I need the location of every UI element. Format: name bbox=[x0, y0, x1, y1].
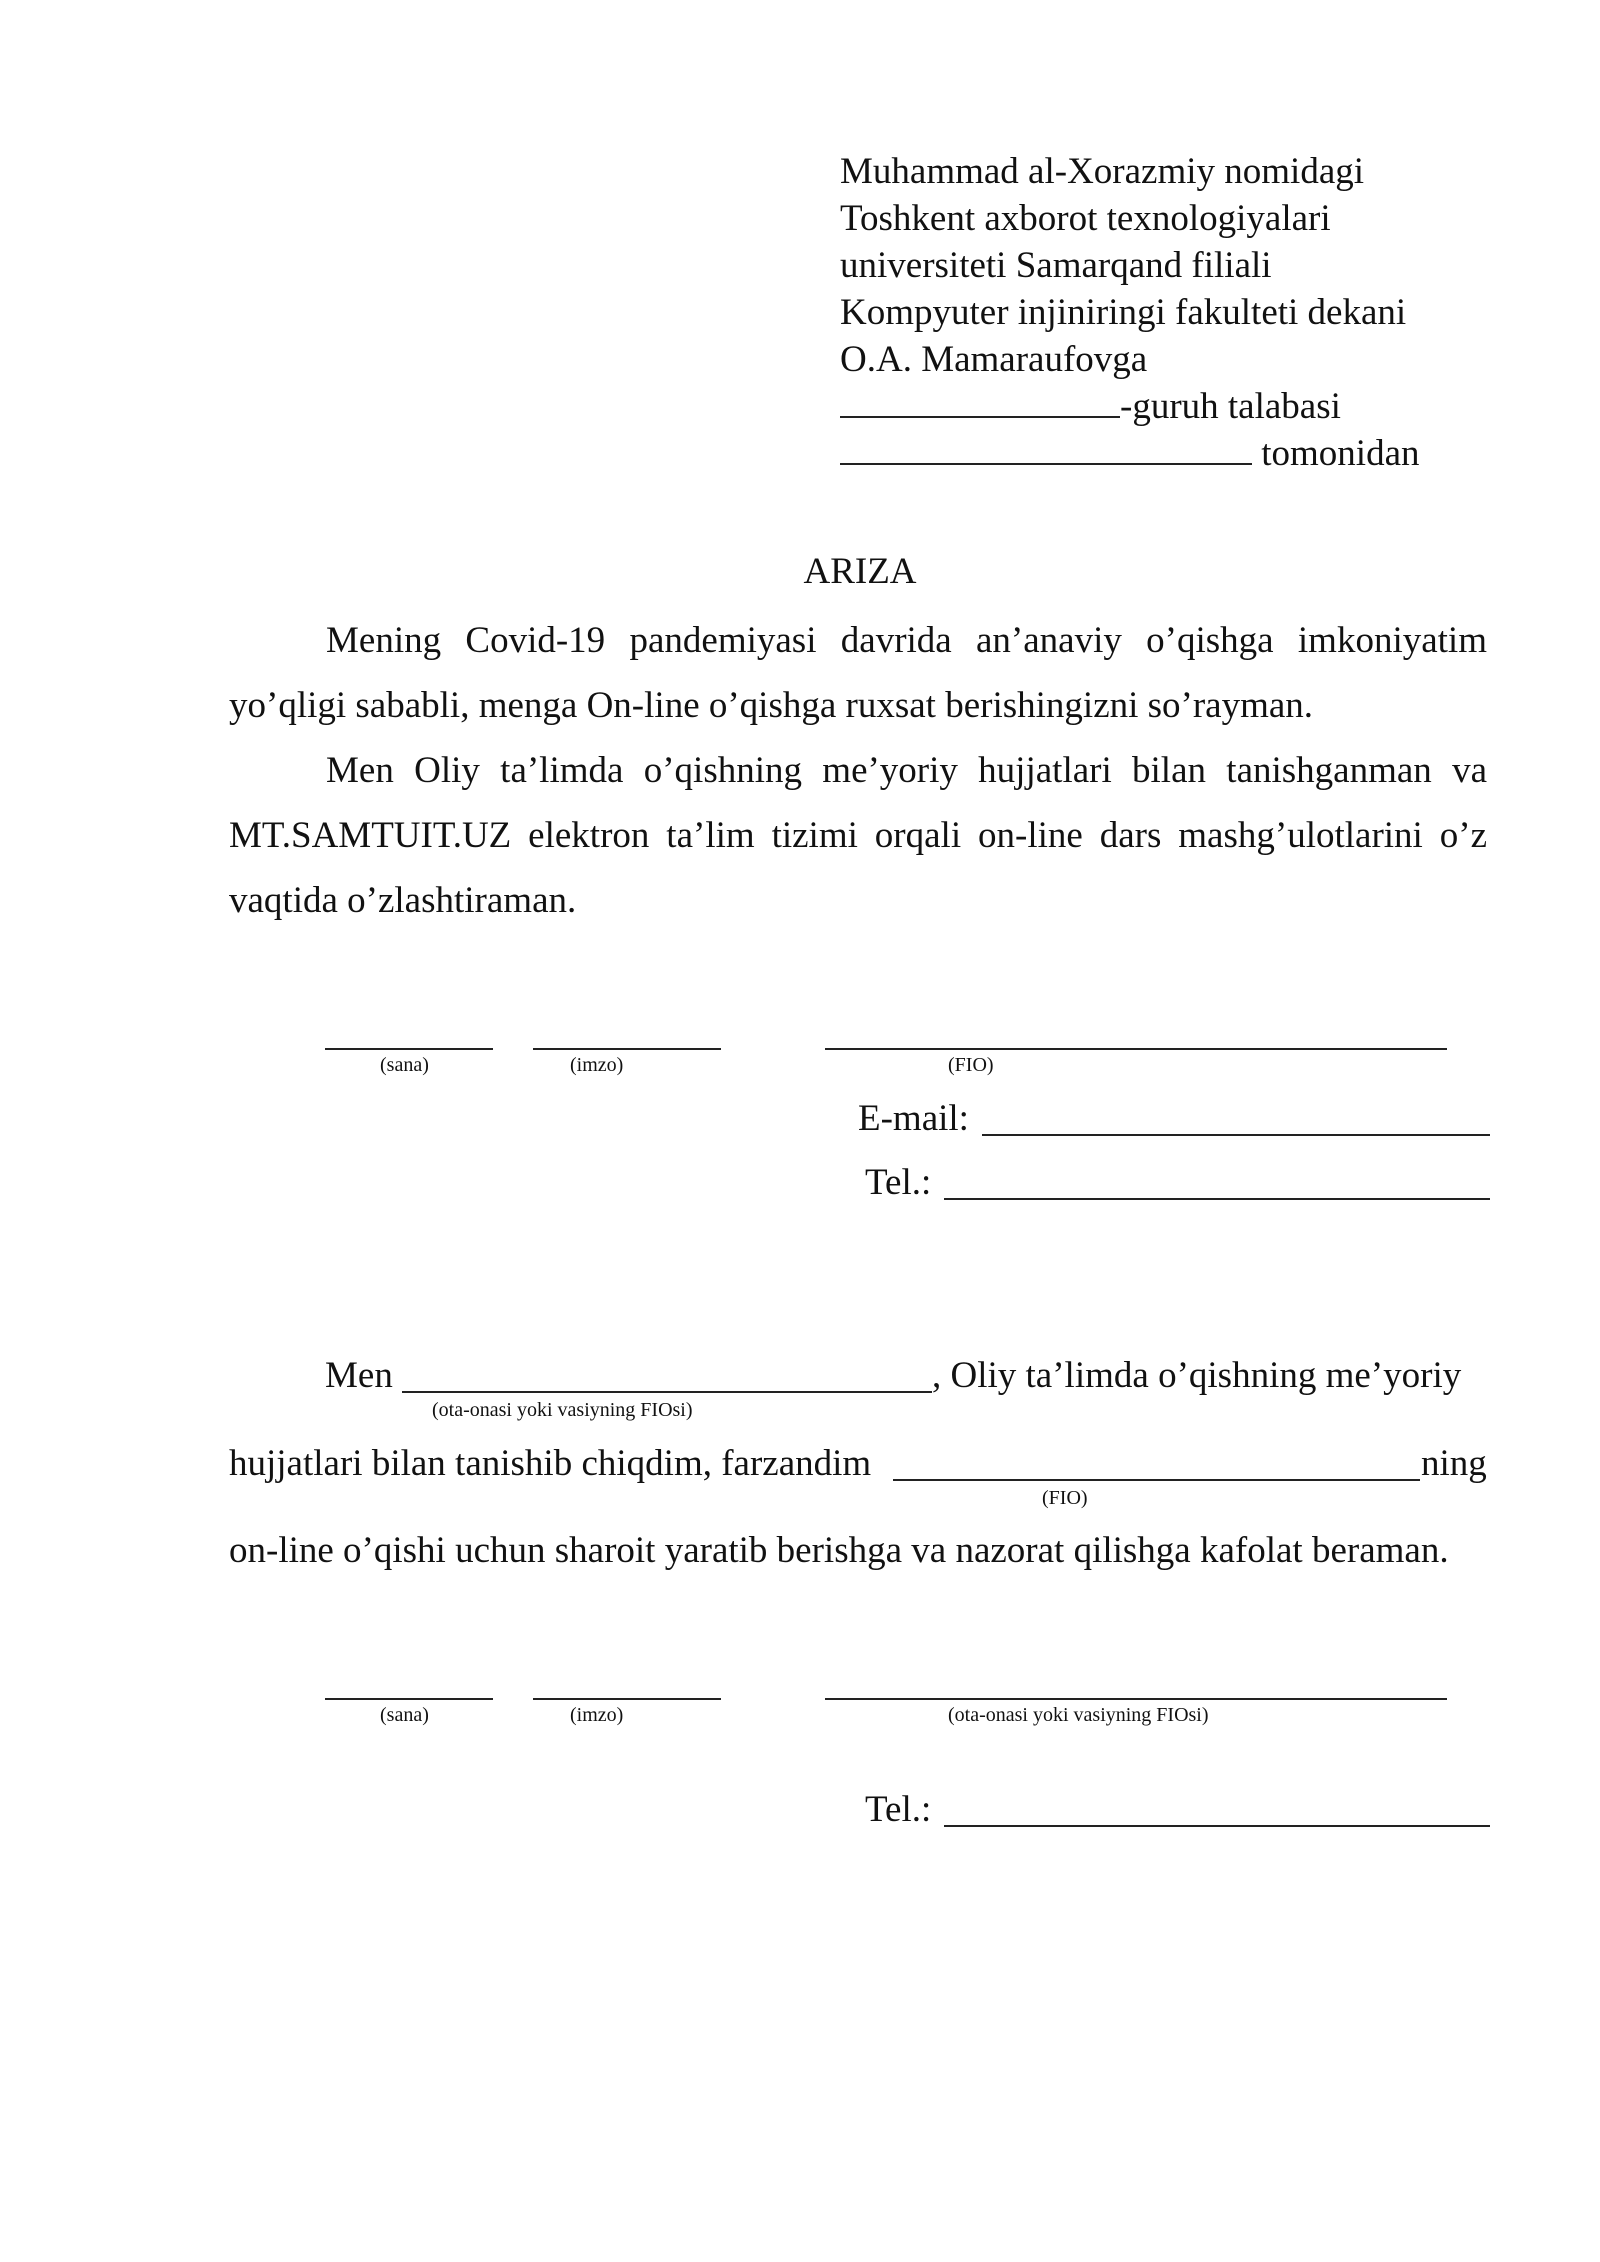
student-signature-field[interactable] bbox=[533, 1048, 721, 1050]
child-name-field[interactable] bbox=[893, 1479, 1420, 1481]
student-name-caption: (FIO) bbox=[948, 1054, 994, 1076]
guardian-fio-field[interactable] bbox=[825, 1698, 1447, 1700]
ning-suffix: ning bbox=[1421, 1443, 1487, 1484]
email-field[interactable] bbox=[982, 1134, 1490, 1136]
guardian-signature-field[interactable] bbox=[533, 1698, 721, 1700]
student-date-caption: (sana) bbox=[380, 1054, 429, 1076]
email-label: E-mail: bbox=[858, 1098, 969, 1139]
guardian-statement-line-3: on-line o’qishi uchun sharoit yaratib berishga va nazorat qilishga kafolat beraman. bbox=[229, 1530, 1449, 1571]
document-title: ARIZA bbox=[803, 551, 917, 592]
guardian-date-field[interactable] bbox=[325, 1698, 493, 1700]
guardian-fio-caption: (ota-onasi yoki vasiyning FIOsi) bbox=[948, 1704, 1209, 1726]
student-tel-field[interactable] bbox=[944, 1198, 1490, 1200]
guardian-name-field[interactable] bbox=[402, 1391, 932, 1393]
student-tel-label: Tel.: bbox=[865, 1162, 932, 1203]
guardian-tel-field[interactable] bbox=[944, 1825, 1490, 1827]
guardian-statement-line-2: hujjatlari bilan tanishib chiqdim, farzandim bbox=[229, 1443, 872, 1484]
body-paragraph-1: Mening Covid-19 pandemiyasi davrida an’anaviy o’qishga imkoniyatim yo’qligi sababli, menga On-line o’qishga ruxsat berishingizni so’rayman. bbox=[229, 620, 1487, 726]
group-suffix: -guruh talabasi bbox=[1120, 386, 1341, 427]
guardian-sign-caption: (imzo) bbox=[570, 1704, 624, 1726]
guardian-statement-tail: , Oliy ta’limda o’qishning me’yoriy bbox=[932, 1355, 1462, 1396]
addressee-block bbox=[840, 148, 1560, 477]
guardian-tel-label: Tel.: bbox=[865, 1789, 932, 1830]
addressee-line-1: Muhammad al-Xorazmiy nomidagi bbox=[840, 151, 1365, 192]
student-date-field[interactable] bbox=[325, 1048, 493, 1050]
guardian-date-caption: (sana) bbox=[380, 1704, 429, 1726]
group-line bbox=[840, 383, 1560, 430]
guardian-name-caption: (ota-onasi yoki vasiyning FIOsi) bbox=[432, 1399, 693, 1421]
sender-name-blank-field[interactable] bbox=[840, 433, 1252, 465]
addressee-line-4: Kompyuter injiniringi fakulteti dekani bbox=[840, 292, 1407, 333]
child-name-caption: (FIO) bbox=[1042, 1487, 1088, 1509]
addressee-line-3: universiteti Samarqand filiali bbox=[840, 245, 1272, 286]
body-paragraph-2: Men Oliy ta’limda o’qishning me’yoriy hujjatlari bilan tanishganman va MT.SAMTUIT.UZ elektron ta’lim tizimi orqali on-line dars mashg’ulotlarini o’z vaqtida o’zlashtiraman. bbox=[229, 750, 1487, 921]
addressee-line-2: Toshkent axborot texnologiyalari bbox=[840, 198, 1331, 239]
group-blank-field[interactable] bbox=[840, 386, 1120, 418]
addressee-line-5: O.A. Mamaraufovga bbox=[840, 339, 1148, 380]
guardian-men-label: Men bbox=[325, 1355, 393, 1396]
sender-suffix: tomonidan bbox=[1261, 433, 1420, 474]
sender-line bbox=[840, 430, 1560, 477]
student-sign-caption: (imzo) bbox=[570, 1054, 624, 1076]
student-name-field[interactable] bbox=[825, 1048, 1447, 1050]
